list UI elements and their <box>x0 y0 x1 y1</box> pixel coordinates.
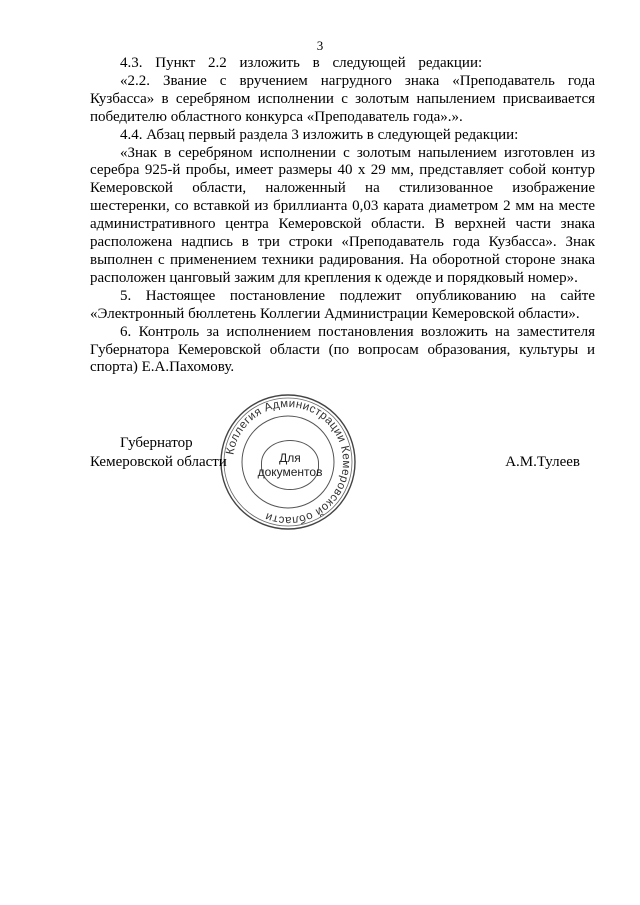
signature-name: А.М.Тулеев <box>505 454 580 470</box>
document-body <box>90 55 595 377</box>
page-number: 3 <box>316 38 324 53</box>
paragraph-2-2-text: «2.2. Звание с вручением нагрудного знака «Преподаватель года Кузбасса» в серебряном исполнении с золотым напылением присваивается победителю областного конкурса «Преподаватель года».». <box>90 72 595 125</box>
stamp-center-line1: Для <box>279 451 301 465</box>
signature-region: Кемеровской области <box>90 454 227 470</box>
paragraph-badge-description: «Знак в серебряном исполнении с золотым напылением изготовлен из серебра 925-й пробы, имеет размеры 40 х 29 мм, представляет собой контур Кемеровской области, наложенный на стилизованное изображение шестеренки, со вставкой из бриллианта 0,03 карата диаметром 2 мм на месте административного центра Кемеровской области. В верхней части знака расположена надпись в три строки «Преподаватель года Кузбасса». Знак выполнен с применением техники радирования. На оборотной стороне знака расположен цанговый зажим для крепления к одежде и порядковый номер». <box>90 144 595 286</box>
official-stamp <box>218 392 358 532</box>
paragraph-6-control: 6. Контроль за исполнением постановления возложить на заместителя Губернатора Кемеровской области (по вопросам образования, культуры и спорта) Е.А.Пахомову. <box>90 323 595 376</box>
paragraph-4-3: 4.3. Пункт 2.2 изложить в следующей редакции: <box>120 55 483 71</box>
stamp-center <box>257 440 323 490</box>
stamp-center-line2: документов <box>257 465 323 479</box>
stamp-ring-text: Коллегия Администрации Кемеровской области <box>224 397 353 527</box>
signature-title: Губернатор <box>120 435 193 451</box>
paragraph-5-publication: 5. Настоящее постановление подлежит опубликованию на сайте «Электронный бюллетень Коллегии Администрации Кемеровской области». <box>90 287 595 322</box>
paragraph-4-4: 4.4. Абзац первый раздела 3 изложить в следующей редакции: <box>120 126 519 143</box>
